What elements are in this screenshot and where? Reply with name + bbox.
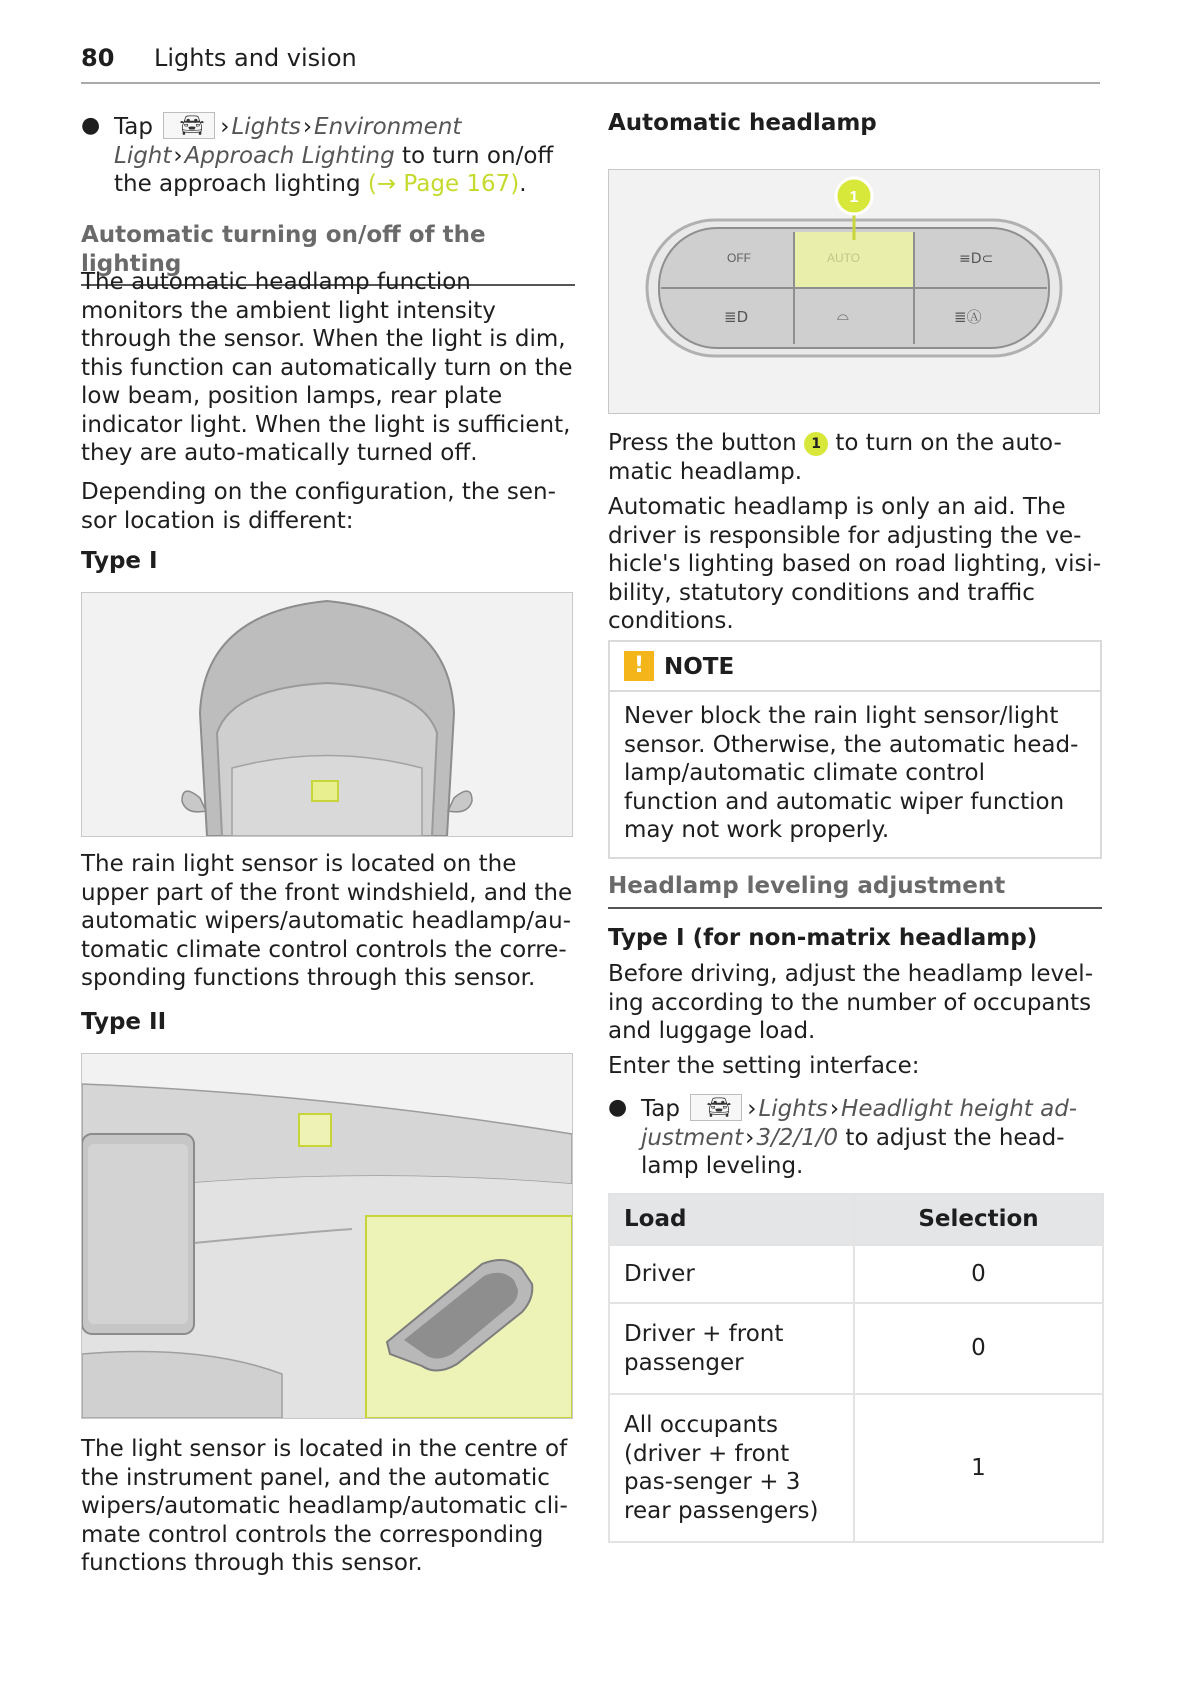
chapter-title: Lights and vision	[154, 44, 357, 72]
rain-light-sensor-marker	[312, 781, 338, 801]
chevron-right-icon: ›	[745, 1124, 755, 1151]
selection-cell: 0	[854, 1245, 1103, 1303]
selection-cell: 1	[854, 1394, 1103, 1542]
auto-headlamp-heading: Automatic headlamp	[608, 110, 877, 136]
type1-caption: The rain light sensor is located on the upper part of the front windshield, and the automatic wipers/automatic headlamp/au-tomatic climate control controls the corre-sponding functions through this sensor.	[81, 851, 573, 991]
table-row	[609, 1394, 1103, 1542]
table-row	[609, 1245, 1103, 1303]
tap-word: Tap	[641, 1096, 680, 1122]
bullet-dot: ●	[608, 1095, 628, 1120]
bullet-dot: ●	[81, 113, 101, 138]
parking-lamp-icon: ≡D⊂	[959, 251, 994, 267]
table-header-load: Load	[609, 1194, 854, 1245]
note-box	[608, 640, 1102, 859]
selection-cell: 0	[854, 1303, 1103, 1394]
load-cell: Driver + front passenger	[609, 1303, 854, 1394]
table-row	[609, 1303, 1103, 1394]
type1-nonmatrix-heading: Type I (for non-matrix headlamp)	[608, 925, 1038, 951]
tap-word: Tap	[114, 114, 153, 140]
approach-lighting-bullet	[81, 112, 575, 199]
chevron-right-icon: ›	[220, 114, 230, 140]
chevron-right-icon: ›	[747, 1096, 757, 1122]
before-driving-para: Before driving, adjust the headlamp level-ing according to the number of occupants and luggage load.	[608, 961, 1093, 1044]
type2-dashboard-figure	[81, 1053, 573, 1419]
dashboard-illustration	[82, 1054, 572, 1418]
menu-path-values: 3/2/1/0	[756, 1124, 839, 1151]
table-header-selection: Selection	[854, 1194, 1103, 1245]
bullet-end: .	[519, 171, 527, 197]
type1-heading: Type I	[81, 548, 158, 574]
menu-path-approach-lighting: Approach Lighting	[184, 142, 395, 169]
load-selection-table	[608, 1193, 1104, 1543]
chevron-right-icon: ›	[302, 114, 313, 140]
chevron-right-icon: ›	[829, 1096, 840, 1122]
aid-para: Automatic headlamp is only an aid. The driver is responsible for adjusting the ve-hicle's lighting based on road lighting, visi-bility, statutory conditions and traffic conditions.	[608, 494, 1102, 634]
callout-1-inline: 1	[804, 432, 828, 456]
menu-path-lights: Lights	[231, 114, 301, 140]
car-top-view-illustration	[82, 593, 572, 836]
headlamp-switch-figure	[608, 169, 1100, 414]
chevron-right-icon: ›	[173, 142, 183, 169]
light-switch-illustration	[609, 170, 1099, 413]
menu-path-headlight-height: Headlight height ad-justment	[641, 1096, 1078, 1151]
car-icon: 🚘︎	[163, 112, 215, 139]
off-label: OFF	[727, 251, 751, 265]
bullet-text: to turn on/off the approach lighting	[114, 142, 554, 197]
note-body: Never block the rain light sensor/light sensor. Otherwise, the automatic head-lamp/automatic climate control function and automatic wiper function may not work properly.	[624, 703, 1079, 843]
header-rule	[81, 82, 1100, 84]
car-light-icon: ⌓	[837, 306, 849, 324]
page-link[interactable]: (→ Page 167)	[367, 171, 520, 197]
page-number: 80	[81, 44, 115, 72]
type2-caption: The light sensor is located in the centre of the instrument panel, and the automatic wipers/automatic headlamp/automatic cli-mate control controls the corresponding functions through this sensor.	[81, 1436, 568, 1576]
note-label: NOTE	[664, 654, 735, 680]
press-button-para: Press the button 1 to turn on the auto-matic headlamp.	[608, 430, 1062, 485]
light-sensor-marker	[299, 1114, 331, 1146]
auto-headlamp-para: The automatic headlamp function monitors the ambient light intensity through the sensor. When the light is dim, this function can automatically turn on the low beam, position lamps, rear plate indicator light. When the light is sufficient, they are auto-matically turned off.	[81, 269, 573, 466]
auto-beam-icon: ≣Ⓐ	[954, 308, 982, 326]
enter-setting-para: Enter the setting interface:	[608, 1053, 920, 1079]
warning-icon: !	[624, 651, 654, 681]
svg-text:1: 1	[849, 189, 859, 206]
load-cell: Driver	[609, 1245, 854, 1303]
section-title-auto-lighting: Automatic turning on/off of the lighting	[81, 221, 575, 286]
type1-car-figure	[81, 592, 573, 837]
type2-heading: Type II	[81, 1009, 167, 1035]
menu-path-lights: Lights	[758, 1096, 828, 1122]
low-beam-icon: ≣D	[724, 308, 749, 326]
auto-label: AUTO	[827, 251, 861, 265]
headlight-height-bullet	[608, 1094, 1102, 1181]
sensor-location-para: Depending on the configuration, the sen-sor location is different:	[81, 479, 556, 534]
bullet-text: to adjust the head-lamp leveling.	[641, 1124, 1065, 1179]
load-cell: All occupants (driver + front pas-senger + 3 rear passengers)	[609, 1394, 854, 1542]
section-title-leveling: Headlamp leveling adjustment	[608, 872, 1102, 909]
car-icon: 🚘︎	[690, 1094, 742, 1121]
menu-path-environment-light: Environment Light	[114, 114, 462, 169]
